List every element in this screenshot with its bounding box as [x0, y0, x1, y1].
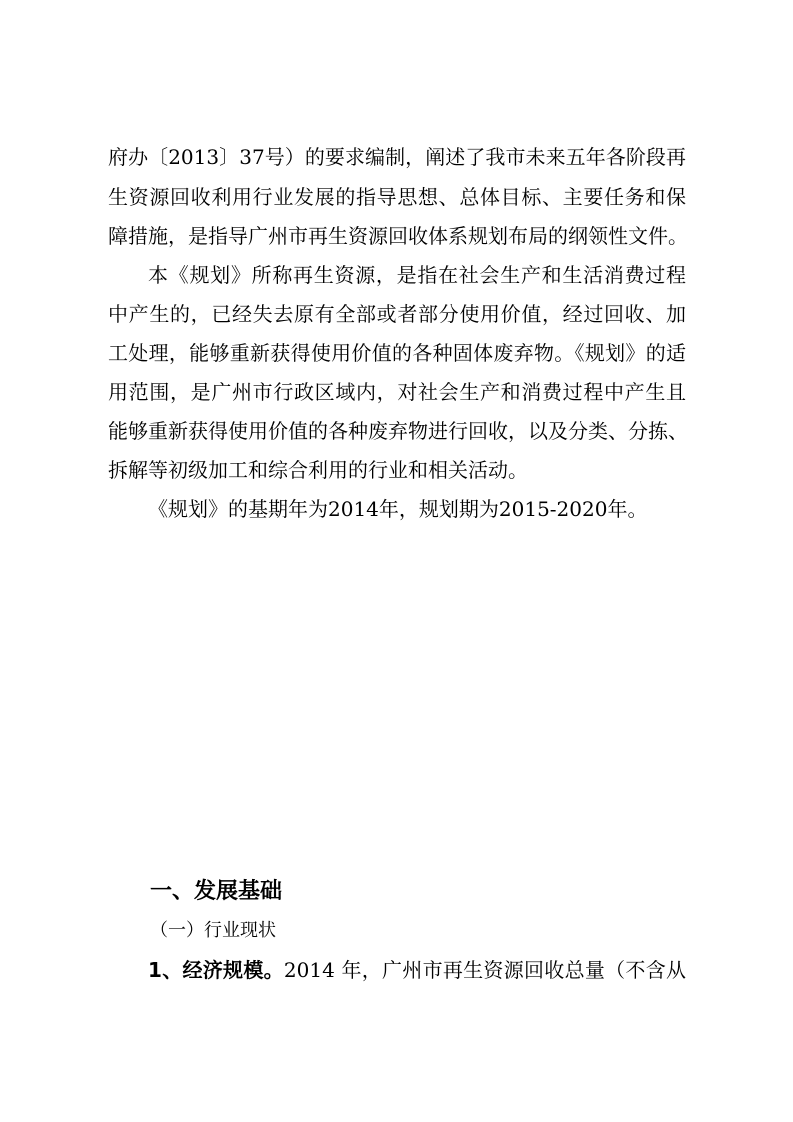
- scope-line-4: 用范围，是广州市行政区域内，对社会生产和消费过程中产生且: [108, 380, 686, 404]
- scope-line-6: 拆解等初级加工和综合利用的行业和相关活动。: [108, 458, 528, 482]
- subsection-heading: （一）行业现状: [150, 920, 276, 941]
- scope-line-3: 工处理，能够重新获得使用价值的各种固体废弃物。《规划》的适: [108, 341, 686, 365]
- item-text: 2014 年，广州市再生资源回收总量（不含从: [283, 958, 686, 982]
- item-paragraph: [148, 956, 686, 984]
- period-line: 《规划》的基期年为2014年，规划期为2015-2020年。: [148, 497, 648, 521]
- section-heading: 一、发展基础: [150, 879, 283, 904]
- scope-line-1: 本《规划》所称再生资源，是指在社会生产和生活消费过程: [148, 263, 686, 287]
- item-label: 1、经济规模。: [148, 958, 284, 982]
- intro-line-2: 生资源回收利用行业发展的指导思想、总体目标、主要任务和保: [108, 185, 686, 209]
- scope-line-5: 能够重新获得使用价值的各种废弃物进行回收，以及分类、分拣、: [108, 419, 688, 443]
- intro-line-3: 障措施，是指导广州市再生资源回收体系规划布局的纲领性文件。: [108, 224, 688, 248]
- scope-line-2: 中产生的，已经失去原有全部或者部分使用价值，经过回收、加: [108, 302, 686, 326]
- intro-line-1: 府办〔2013〕37号）的要求编制，阐述了我市未来五年各阶段再: [108, 145, 686, 169]
